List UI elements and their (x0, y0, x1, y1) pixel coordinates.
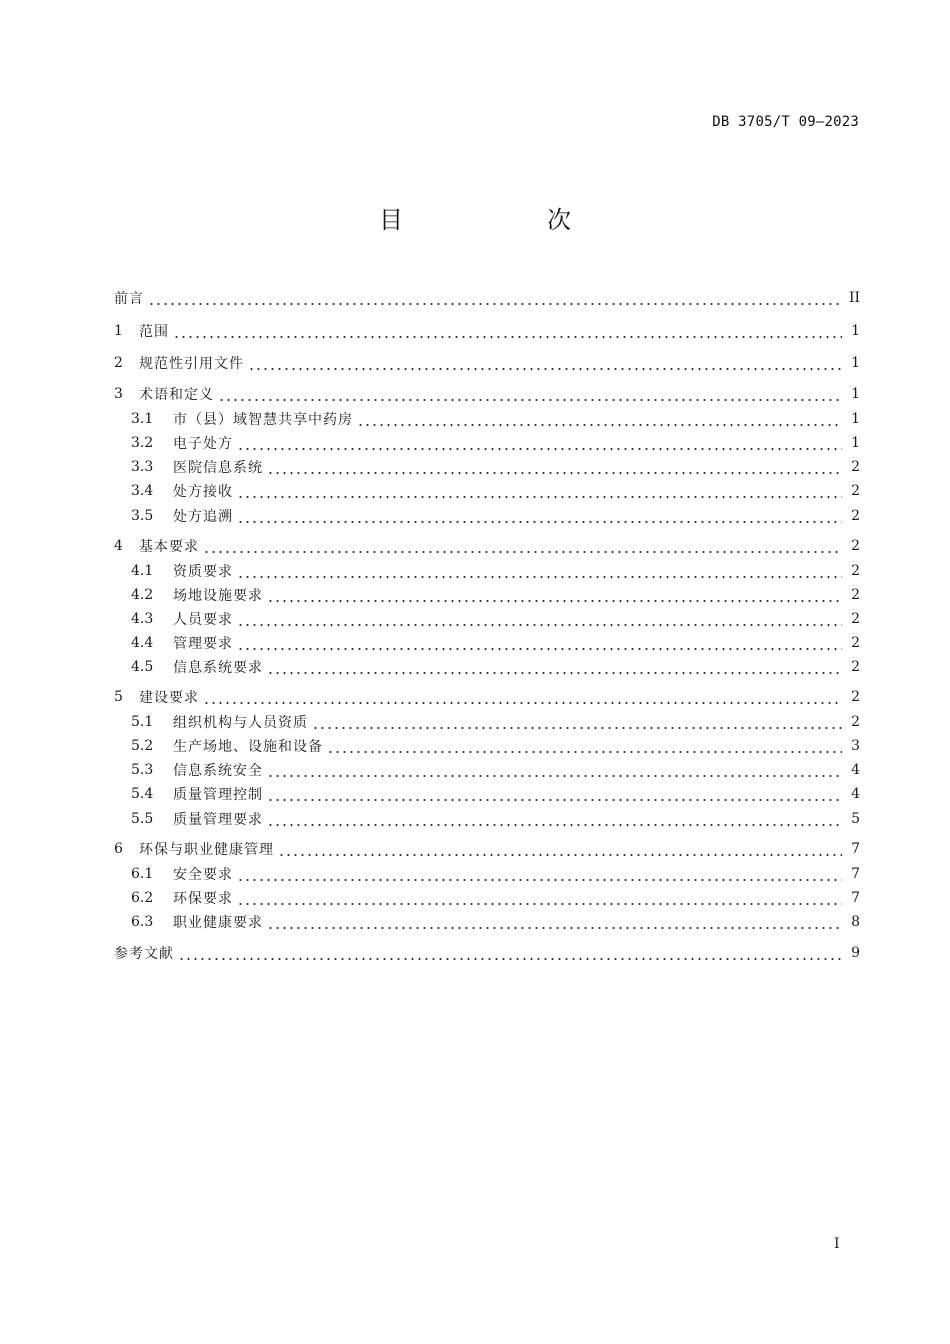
dot-leader (248, 356, 842, 370)
dot-leader (327, 739, 842, 753)
toc-entry-label: 医院信息系统 (173, 460, 263, 476)
toc-entry-label: 处方追溯 (173, 509, 233, 525)
toc-entry[interactable] (114, 607, 860, 631)
toc-entry[interactable] (114, 655, 860, 679)
toc-entry-page: 2 (851, 508, 860, 524)
toc-entry-number: 2 (114, 355, 123, 371)
toc-entry[interactable] (114, 758, 860, 782)
toc-entry-label: 电子处方 (173, 436, 233, 452)
dot-leader (267, 588, 842, 602)
toc-entry-label: 场地设施要求 (173, 588, 263, 604)
toc-entry-page: 2 (851, 635, 860, 651)
toc-entry-label: 基本要求 (139, 539, 199, 555)
toc-entry-number: 6.2 (131, 890, 154, 906)
toc-entry-number: 5 (114, 689, 123, 705)
toc-entry[interactable] (114, 710, 860, 734)
dot-leader (267, 660, 842, 674)
footer-page-number: I (834, 1236, 840, 1252)
dot-leader (203, 539, 842, 553)
toc-entry-label: 人员要求 (173, 612, 233, 628)
toc-entry-number: 4 (114, 538, 123, 554)
toc-entry[interactable] (114, 631, 860, 655)
dot-leader (237, 636, 842, 650)
toc-entry[interactable] (114, 941, 860, 965)
dot-leader (357, 412, 842, 426)
dot-leader (178, 946, 842, 960)
document-code: DB 3705/T 09—2023 (712, 114, 859, 130)
toc-entry[interactable] (114, 559, 860, 583)
dot-leader (278, 842, 842, 856)
dot-leader (267, 763, 842, 777)
toc-entry[interactable] (114, 479, 860, 503)
toc-entry-page: 2 (851, 483, 860, 499)
toc-entry[interactable] (114, 807, 860, 831)
dot-leader (312, 715, 842, 729)
toc-entry-number: 3.3 (131, 459, 154, 475)
toc-entry-page: 2 (851, 538, 860, 554)
toc-entry-number: 3.5 (131, 508, 154, 524)
toc-entry[interactable] (114, 782, 860, 806)
toc-entry-page: 7 (851, 866, 860, 882)
toc-entry-number: 6 (114, 841, 123, 857)
dot-leader (173, 324, 842, 338)
toc-entry[interactable] (114, 886, 860, 910)
toc-entry-page: 2 (851, 659, 860, 675)
toc-entry-number: 4.1 (131, 563, 154, 579)
toc-entry-page: 5 (851, 811, 860, 827)
toc-entry-label: 安全要求 (173, 867, 233, 883)
toc-entry[interactable] (114, 685, 860, 709)
toc-entry-number: 1 (114, 323, 123, 339)
toc-entry-page: 1 (851, 386, 860, 402)
toc-entry-label: 处方接收 (173, 484, 233, 500)
dot-leader (148, 291, 842, 305)
dot-leader (218, 387, 842, 401)
toc-entry-page: 4 (851, 762, 860, 778)
toc-entry-label: 环保与职业健康管理 (139, 842, 274, 858)
toc-entry[interactable] (114, 504, 860, 528)
dot-leader (237, 867, 842, 881)
toc-entry[interactable] (114, 319, 860, 343)
toc-entry-label: 范围 (139, 324, 169, 340)
dot-leader (203, 690, 842, 704)
toc-entry[interactable] (114, 910, 860, 934)
toc-entry-page: 2 (851, 459, 860, 475)
toc-entry-label: 质量管理要求 (173, 812, 263, 828)
dot-leader (237, 436, 842, 450)
toc-entry-label: 职业健康要求 (173, 915, 263, 931)
toc-entry-page: 1 (851, 355, 860, 371)
toc-entry-label: 建设要求 (139, 690, 199, 706)
toc-entry-label: 参考文献 (114, 946, 174, 962)
dot-leader (237, 509, 842, 523)
dot-leader (267, 460, 842, 474)
toc-entry[interactable] (114, 351, 860, 375)
toc-entry-number: 5.3 (131, 762, 154, 778)
toc-entry-label: 信息系统安全 (173, 763, 263, 779)
toc-entry-page: 2 (851, 563, 860, 579)
toc-entry-label: 市（县）域智慧共享中药房 (173, 412, 353, 428)
toc-entry[interactable] (114, 734, 860, 758)
toc-entry[interactable] (114, 382, 860, 406)
toc-entry-label: 质量管理控制 (173, 787, 263, 803)
toc-entry-label: 管理要求 (173, 636, 233, 652)
toc-entry-number: 5.4 (131, 786, 154, 802)
toc-entry[interactable] (114, 862, 860, 886)
toc-entry[interactable] (114, 286, 860, 310)
toc-entry-label: 前言 (114, 291, 144, 307)
toc-entry-page: 8 (851, 914, 860, 930)
toc-entry-label: 组织机构与人员资质 (173, 715, 308, 731)
toc-entry-label: 信息系统要求 (173, 660, 263, 676)
toc-title: 目 次 (379, 206, 631, 234)
toc-entry-number: 3.4 (131, 483, 154, 499)
dot-leader (237, 484, 842, 498)
toc-entry-page: 2 (851, 689, 860, 705)
toc-entry-label: 环保要求 (173, 891, 233, 907)
dot-leader (237, 891, 842, 905)
toc-entry-label: 术语和定义 (139, 387, 214, 403)
toc-entry-number: 5.5 (131, 811, 154, 827)
toc-entry-number: 4.5 (131, 659, 154, 675)
toc-entry-number: 3.2 (131, 435, 154, 451)
toc-entry-page: 1 (851, 323, 860, 339)
toc-entry-page: 1 (851, 411, 860, 427)
toc-entry-page: 1 (851, 435, 860, 451)
toc-entry-page: II (848, 290, 860, 306)
dot-leader (267, 787, 842, 801)
toc-entry-label: 规范性引用文件 (139, 356, 244, 372)
toc-entry-page: 7 (851, 841, 860, 857)
dot-leader (267, 915, 842, 929)
toc-entry[interactable] (114, 583, 860, 607)
dot-leader (237, 564, 842, 578)
toc-entry[interactable] (114, 407, 860, 431)
toc-entry-number: 4.3 (131, 611, 154, 627)
toc-entry-page: 2 (851, 611, 860, 627)
toc-entry-label: 资质要求 (173, 564, 233, 580)
toc-entry-page: 2 (851, 587, 860, 603)
dot-leader (237, 612, 842, 626)
toc-entry-number: 6.3 (131, 914, 154, 930)
toc-entry-number: 5.2 (131, 738, 154, 754)
toc-entry-number: 4.4 (131, 635, 154, 651)
toc-entry-page: 4 (851, 786, 860, 802)
toc-entry-page: 9 (851, 945, 860, 961)
dot-leader (267, 812, 842, 826)
toc-entry-number: 3.1 (131, 411, 154, 427)
toc-entry-number: 6.1 (131, 866, 154, 882)
toc-entry-page: 7 (851, 890, 860, 906)
toc-entry-label: 生产场地、设施和设备 (173, 739, 323, 755)
toc-entry[interactable] (114, 534, 860, 558)
toc-entry[interactable] (114, 431, 860, 455)
toc-entry-page: 2 (851, 714, 860, 730)
toc-entry[interactable] (114, 837, 860, 861)
toc-entry-number: 5.1 (131, 714, 154, 730)
toc-entry[interactable] (114, 455, 860, 479)
toc-entry-page: 3 (851, 738, 860, 754)
toc-entry-number: 3 (114, 386, 123, 402)
toc-entry-number: 4.2 (131, 587, 154, 603)
